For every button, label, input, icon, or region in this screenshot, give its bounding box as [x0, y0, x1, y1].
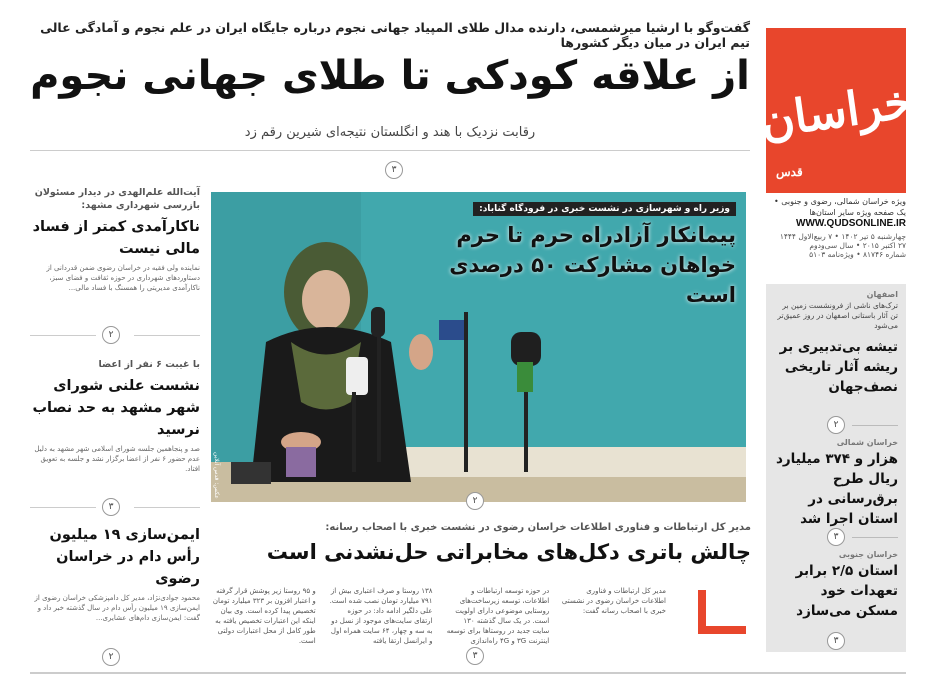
right-column [766, 284, 906, 652]
top-story-headline[interactable]: از علاقه کودکی تا طلای جهانی نجوم [30, 53, 750, 99]
right-story-isfahan[interactable] [766, 290, 906, 397]
section-mark-icon [698, 590, 746, 634]
bottom-story-column: مدیر کل ارتباطات و فناوری اطلاعات خراسان رضوی در نشستی خبری با اصحاب رسانه گفت: [561, 587, 666, 615]
right-story-lead: ترک‌های ناشی از فرونشست زمین بر تن آثار باستانی اصفهان در روز عمیق‌تر می‌شود [777, 301, 898, 330]
left-story-headline: ایمن‌سازی ۱۹ میلیون رأس دام در خراسان رضوی [49, 527, 200, 587]
divider [852, 425, 898, 426]
top-story-subline: رقابت نزدیک با هند و انگلستان نتیجه‌ای شیرین رقم زد [244, 125, 536, 140]
divider [30, 335, 96, 336]
masthead-date-3: شماره ۸۱۷۴۶ • ویژه‌نامه ۵۱۰۳ [809, 250, 906, 259]
bottom-story-column: ۱۳۸ روستا و صرف اعتباری بیش از ۷۹۱ میلیارد تومان نصب شده است. علی دلگیر ادامه داد: در حوزه ارتقای سایت‌های موجود از نسل دو به سه و چهار، ۶۴ سایت همراه اول و ایرانسل ارتقا یافته [329, 587, 433, 645]
page-number-badge[interactable]: ۲ [466, 492, 484, 510]
divider [852, 537, 898, 538]
left-story-alamolhoda[interactable] [30, 186, 200, 293]
left-story-livestock[interactable] [30, 524, 200, 623]
masthead-date-1: چهارشنبه ۵ تیر ۱۴۰۲ • ۷ ربیع‌الاول ۱۴۴۴ [779, 232, 906, 241]
left-story-body: نماینده ولی فقیه در خراسان رضوی ضمن قدردانی از دستاوردهای شهرداری در حوزه ثقافت و فضای سبز، ناکارآمدی مدیریتی را همسنگ با فساد مالی... [46, 264, 200, 292]
bottom-story-headline[interactable]: چالش باتری دکل‌های مخابراتی حل‌نشدنی است [266, 540, 751, 564]
page-number-badge[interactable]: ۳ [466, 647, 484, 665]
left-story-city-council[interactable] [30, 358, 200, 474]
divider [30, 507, 96, 508]
masthead-url[interactable]: WWW.QUDSONLINE.IR [796, 218, 906, 229]
right-story-tag: خراسان جنوبی [838, 550, 898, 559]
divider [134, 507, 200, 508]
bottom-story-kicker: مدیر کل ارتباطات و فناوری اطلاعات خراسان رضوی در نشست خبری با اصحاب رسانه: [325, 522, 751, 533]
left-story-body: محمود جوادی‌نژاد، مدیر کل دامپزشکی خراسان رضوی از ایمن‌سازی ۱۹ میلیون رأس دام در سال گذشته خبر داد و گفت: ایمن‌سازی دام‌های عشایری... [34, 594, 200, 622]
right-story-south-khorasan[interactable] [766, 550, 906, 621]
divider [134, 335, 200, 336]
photo-story-headline: پیمانکار آزادراه حرم تا حرم خواهان مشارکت ۵۰ درصدی است [449, 223, 736, 307]
left-story-headline: نشست علنی شورای شهر مشهد به حد نصاب نرسید [32, 378, 200, 438]
right-story-north-khorasan[interactable] [766, 438, 906, 529]
footer-rule [30, 672, 906, 674]
left-story-body: صد و پنجاهمین جلسه شورای اسلامی شهر مشهد به دلیل عدم حضور ۶ نفر از اعضا برگزار نشد و جلسه به تعویق افتاد. [34, 445, 200, 473]
divider [30, 150, 750, 151]
photo-credit: عکس: قدس آنلاین [213, 452, 220, 499]
right-story-tag: خراسان شمالی [836, 438, 898, 447]
page-number-badge[interactable]: ۲ [102, 648, 120, 666]
page-number-badge[interactable]: ۳ [102, 498, 120, 516]
photo-story-tag: وزیر راه و شهرسازی در نشست خبری در فرودگاه گناباد: [473, 202, 736, 216]
page-number-badge[interactable]: ۲ [827, 416, 845, 434]
right-story-headline: تیشه بی‌تدبیری بر ریشه آثار تاریخی نصف‌جهان [779, 339, 898, 395]
masthead-tagline: ویژه خراسان شمالی، رضوی و جنوبی • یک صفحه ویژه سایر استان‌ها [773, 197, 906, 217]
right-story-tag: اصفهان [866, 290, 898, 299]
left-story-headline: ناکارآمدی کمتر از فساد مالی نیست [32, 219, 200, 257]
bottom-story-column: در حوزه توسعه ارتباطات و اطلاعات، توسعه زیرساخت‌های روستایی موضوعی دارای اولویت است. در یک سال گذشته ۱۳۰ سایت جدید در روستاها برای توسعه اینترنت ۳G و ۴G راه‌اندازی [446, 587, 550, 645]
logo-text: خراسان [756, 73, 916, 148]
masthead-date-2: ۲۷ اکتبر ۲۰۱۵ • سال سی‌ودوم [809, 241, 906, 250]
page-number-badge[interactable]: ۲ [102, 326, 120, 344]
left-story-tag: با غیبت ۶ نفر از اعضا [98, 359, 200, 370]
logo-badge: قدس [776, 165, 803, 179]
masthead-logo[interactable] [756, 28, 916, 193]
photo-story[interactable] [211, 192, 746, 502]
page-number-badge[interactable]: ۳ [827, 528, 845, 546]
right-story-headline: هزار و ۳۷۴ میلیارد ریال طرح برق‌رسانی در استان اجرا شد [775, 451, 898, 527]
page-number-badge[interactable]: ۳ [385, 161, 403, 179]
bottom-story-columns [211, 586, 666, 646]
left-story-tag: آیت‌الله علم‌الهدی در دیدار مسئولان بازرسی شهرداری مشهد: [34, 187, 200, 211]
right-story-headline: استان ۲/۵ برابر تعهدات خود مسکن می‌سازد [795, 563, 898, 619]
page-number-badge[interactable]: ۳ [827, 632, 845, 650]
masthead-info [766, 196, 906, 259]
bottom-story-column: و ۹۵ روستا زیر پوشش قرار گرفته و اعتبار افزون بر ۳۲۳ میلیارد تومان تخصیص پیدا کرده است. وی بیان اینکه این اعتبارات تخصیص یافته به طور کامل از محل اعتبارات دولتی است. [212, 587, 316, 645]
top-story-kicker: گفت‌وگو با ارشیا میرشمسی، دارنده مدال طلای المپیاد جهانی نجوم درباره جایگاه ایران در علم نجوم و آمادگی عالی تیم ایران در میان دیگر کشورها [40, 20, 750, 50]
